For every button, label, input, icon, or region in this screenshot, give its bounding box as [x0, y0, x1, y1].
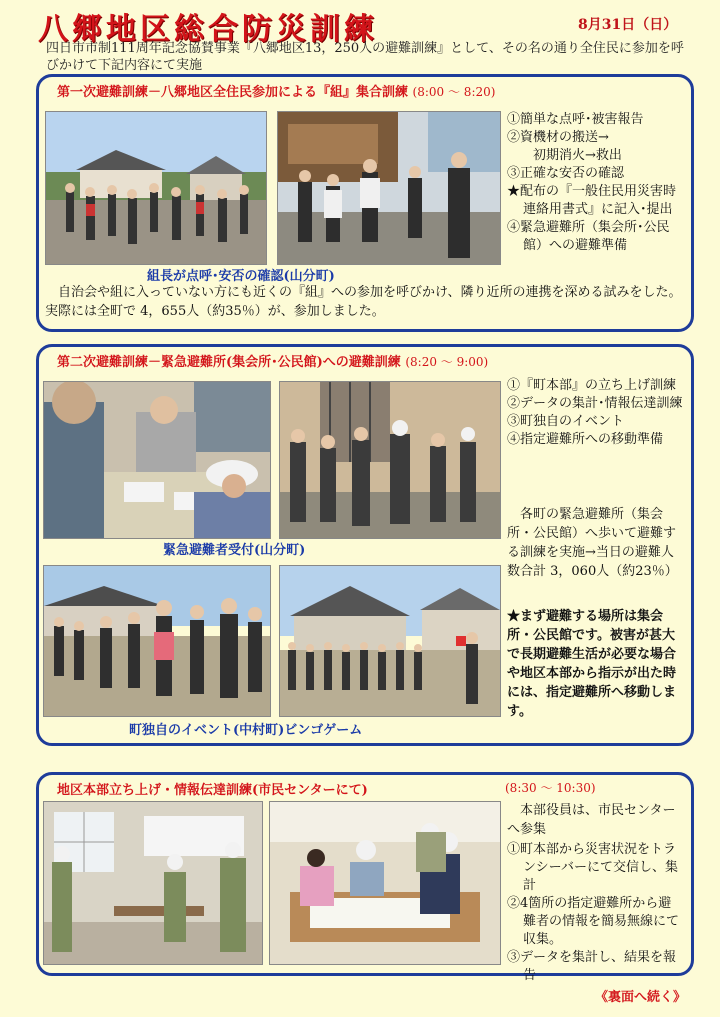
list-item: 初期消火→救出: [507, 148, 622, 163]
list-item: ④緊急避難所（集会所･公民館）への避難準備: [507, 220, 670, 253]
photo-wide-crowd: [279, 565, 501, 717]
hall-image: [44, 802, 262, 964]
continue-note: 《裏面へ続く》: [594, 990, 686, 1005]
section2-caption1: 緊急避難者受付(山分町): [163, 543, 306, 558]
list-item: ③データを集計し、結果を報告: [507, 950, 677, 983]
page-title: 八郷地区総合防災訓練: [38, 12, 378, 47]
section2-text: 各町の緊急避難所（集会所・公民館）へ歩いて避難する訓練を実施→当日の避難人数合計 3，060人（約23％）: [507, 507, 678, 579]
section3-text: 本部役員は、市民センターへ参集: [507, 803, 676, 837]
reception-image: [44, 382, 270, 538]
list-item: ★配布の『一般住民用災害時連絡用書式』に記入･提出: [507, 184, 677, 217]
street-gathering-image: [46, 112, 266, 264]
list-item: ②データの集計･情報伝達訓練: [507, 396, 683, 411]
section3-panel: [36, 772, 694, 983]
wide-crowd-image: [280, 566, 500, 716]
list-item: ③正確な安否の確認: [507, 166, 625, 181]
section2-heading: 第二次避難訓練－緊急避難所(集会所･公民館)への避難訓練: [57, 355, 401, 370]
list-item: ③町独自のイベント: [507, 414, 625, 429]
photo-reception: [43, 381, 271, 539]
section1-caption: 組長が点呼･安否の確認(山分町): [147, 269, 335, 284]
list-item: ①簡単な点呼･被害報告: [507, 112, 644, 127]
photo-hall: [43, 801, 263, 965]
list-item: ②資機材の搬送→: [507, 130, 609, 145]
section2-panel: [36, 344, 694, 746]
photo-meeting: [269, 801, 501, 965]
section1-panel: [36, 74, 694, 332]
section3-time: (8:30 ～ 10:30): [505, 781, 596, 795]
evacuees-image: [280, 382, 500, 538]
photo-roll-call: [277, 111, 501, 265]
intro-text: 四日市市制111周年記念協賛事業『八郷地区13，250人の避難訓練』として、その名の通り全住民に参加を呼びかけて下記内容にて実施: [46, 41, 684, 73]
event-date: 8月31日（日）: [578, 17, 678, 33]
list-item: ①『町本部』の立ち上げ訓練: [507, 378, 677, 393]
section1-text: 自治会や組に入っていない方にも近くの『組』への参加を呼びかけ、隣り近所の連携を深める試みをした。実際には全町で 4，655人（約35％）が、参加しました。: [45, 285, 682, 319]
photo-street-gathering: [45, 111, 267, 265]
section2-note: ★まず避難する場所は集会所・公民館です。被害が甚大で長期避難生活が必要な場合や地区本部から指示が出た時には、指定避難所へ移動します。: [507, 609, 677, 719]
list-item: ①町本部から災害状況をトランシーバーにて交信し、集計: [507, 842, 679, 893]
section1-time: (8:00 ～ 8:20): [412, 85, 496, 99]
section2-time: (8:20 ～ 9:00): [405, 355, 489, 369]
section2-caption2: 町独自のイベント(中村町)ビンゴゲーム: [129, 723, 363, 738]
photo-bingo-crowd: [43, 565, 271, 717]
section3-heading: 地区本部立ち上げ・情報伝達訓練(市民センターにて): [57, 783, 368, 798]
list-item: ④指定避難所への移動準備: [507, 432, 664, 447]
section1-heading: 第一次避難訓練－八郷地区全住民参加による『組』集合訓練: [57, 85, 409, 100]
bingo-crowd-image: [44, 566, 270, 716]
section2-list: [507, 377, 685, 449]
list-item: ②4箇所の指定避難所から避難者の情報を簡易無線にて収集。: [507, 896, 680, 947]
meeting-image: [270, 802, 500, 964]
roll-call-image: [278, 112, 500, 264]
photo-evacuees: [279, 381, 501, 539]
section1-list: [507, 111, 685, 255]
section3-list: [507, 841, 683, 985]
